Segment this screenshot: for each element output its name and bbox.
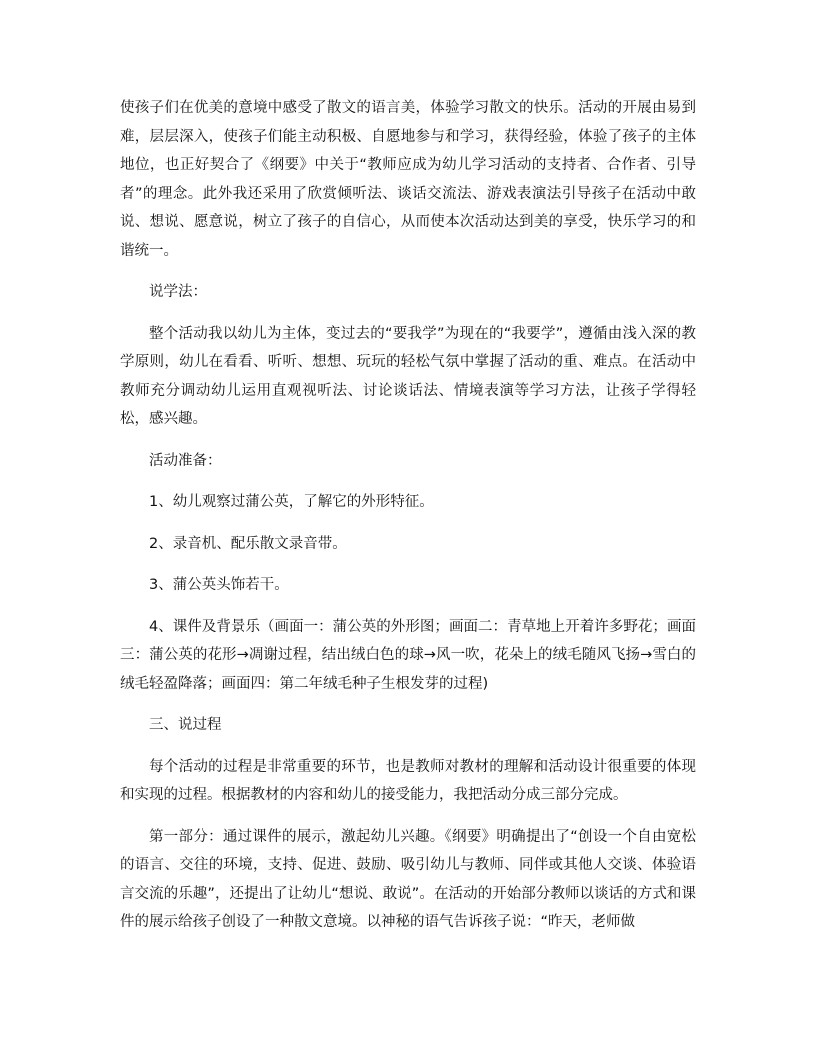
study-method-paragraph: 整个活动我以幼儿为主体，变过去的“要我学”为现在的“我要学”，遵循由浅入深的教学原则，幼儿在看看、听听、想想、玩玩的轻松气氛中掌握了活动的重、难点。在活动中教师充分调动幼儿运用直观视听法、讨论谈话法、情境表演等学习方法，让孩子学得轻松，感兴趣。	[120, 325, 696, 427]
study-method-heading: 说学法：	[149, 284, 207, 300]
activity-preparation-heading: 活动准备：	[149, 452, 222, 469]
preparation-item-2: 2、录音机、配乐散文录音带。	[149, 535, 347, 552]
document-body	[120, 94, 696, 950]
process-paragraph: 每个活动的过程是非常重要的环节，也是教师对教材的理解和活动设计很重要的体现和实现的过程。根据教材的内容和幼儿的接受能力，我把活动分成三部分完成。	[120, 758, 696, 803]
preparation-item-3: 3、蒲公英头饰若干。	[149, 577, 289, 593]
preparation-item-4: 4、课件及背景乐（画面一：蒲公英的外形图；画面二：青草地上开着许多野花；画面三：蒲公英的花形→凋谢过程，结出绒白色的球→风一吹，花朵上的绒毛随风飞扬→雪白的绒毛轻盈降落；画面四：第二年绒毛种子生根发芽的过程)	[120, 618, 696, 692]
preparation-item-1: 1、幼儿观察过蒲公英，了解它的外形特征。	[149, 494, 434, 510]
intro-paragraph: 使孩子们在优美的意境中感受了散文的语言美，体验学习散文的快乐。活动的开展由易到难，层层深入，使孩子们能主动积极、自愿地参与和学习，获得经验，体验了孩子的主体地位，也正好契合了《纲要》中关于“教师应成为幼儿学习活动的支持者、合作者、引导者”的理念。此外我还采用了欣赏倾听法、谈话交流法、游戏表演法引导孩子在活动中敢说、想说、愿意说，树立了孩子的自信心，从而使本次活动达到美的享受，快乐学习的和谐统一。	[120, 100, 696, 259]
process-heading: 三、说过程	[149, 717, 222, 733]
part-one-paragraph: 第一部分：通过课件的展示，激起幼儿兴趣。《纲要》明确提出了“创设一个自由宽松的语言、交往的环境，支持、促进、鼓励、吸引幼儿与教师、同伴或其他人交谈、体验语言交流的乐趣”，还提出了让幼儿“想说、敢说”。在活动的开始部分教师以谈话的方式和课件的展示给孩子创设了一种散文意境。以神秘的语气告诉孩子说：“昨天，老师做	[120, 828, 696, 930]
